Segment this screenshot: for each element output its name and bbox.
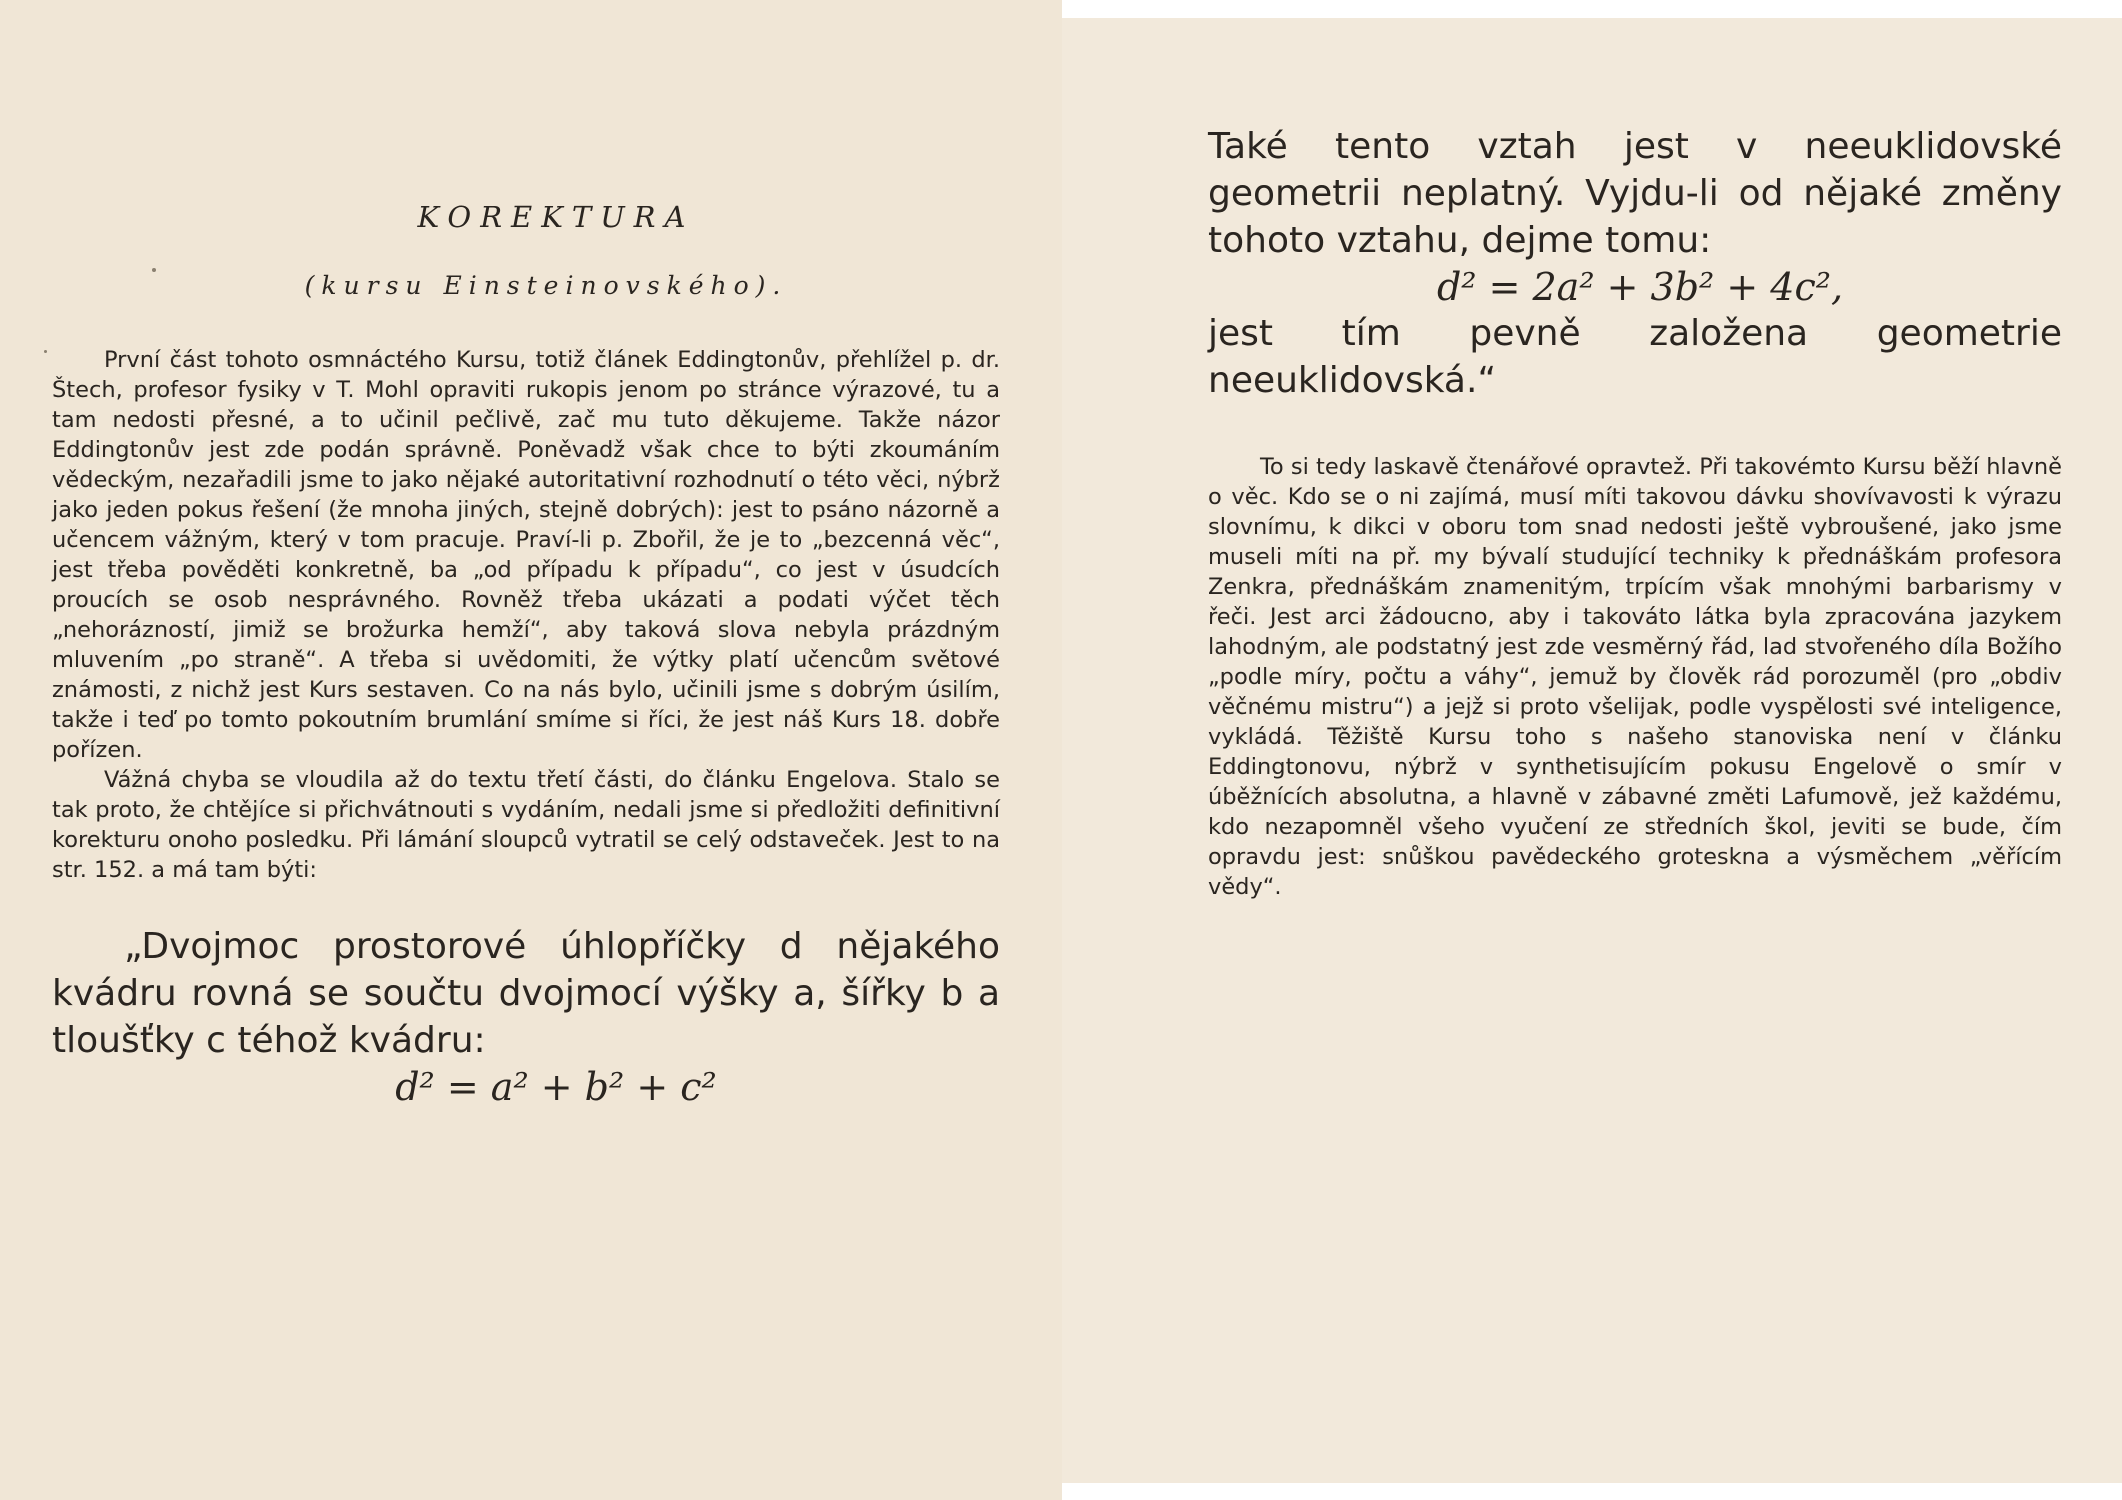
paragraph-2: Vážná chyba se vloudila až do textu třetí části, do článku Engelova. Stalo se tak proto, že chtějíce si přichvátnouti s vydáním, nedali jsme si předložiti definitivní korekturu onoho posledku. Při lámání sloupců vytratil se celý odstaveček. Jest to na str. 152. a má tam býti: (52, 766, 1000, 883)
paragraph-1: První část tohoto osmnáctého Kursu, totiž článek Eddingtonův, přehlížel p. dr. Štech, profesor fysiky v T. Mohl opraviti rukopis jenom po stránce výrazové, tu a tam nedosti přesné, a to učinil pečlivě, zač mu tuto děkujeme. Takže názor Eddingtonův jest zde podán správně. Poněvadž však chce to býti zkoumáním vědeckým, nezařadili jsme to jako nějaké autoritativní rozhodnutí o této věci, nýbrž jako jeden pokus řešení (že mnoha jiných, stejně dobrých): jest to psáno názorně a učencem vážným, který v tom pracuje. Praví-li p. Zbořil, že je to „bezcenná věc“, jest třeba pověděti konkretně, ba „od případu k případu“, co jest v úsudcích proucích se osob nesprávného. Rovněž třeba ukázati a podati výčet těch „nehorázností, jimiž se brožurka hemží“, aby taková slova nebyla prázdným mluvením „po straně“. A třeba si uvědomiti, že výtky platí učencům světové známosti, z nichž jest Kurs sestaven. Co na nás bylo, učinili jsme s dobrým úsilím, takže i teď po tomto pokoutním brumlání smíme si říci, že jest náš Kurs 18. dobře pořízen. (52, 346, 1000, 763)
formula-modified: d² = 2a² + 3b² + 4c², (1436, 265, 1844, 309)
quote-end: jest tím pevně založena geometrie neeuklidovská.“ (1208, 313, 2062, 401)
paper-speck (152, 268, 156, 272)
right-paragraph-block (1208, 452, 2062, 902)
right-page (1062, 18, 2122, 1483)
formula-original: d² = a² + b² + c² (395, 1064, 717, 1109)
page-title: KOREKTURA (417, 200, 695, 234)
page-subtitle: (kursu Einsteinovského). (304, 270, 788, 300)
quote-start: „Dvojmoc prostorové úhlopříčky d nějakého kvádru rovná se součtu dvojmocí výšky a, šířky b a tloušťky c téhož kvádru: (52, 925, 1000, 1061)
paper-speck (44, 350, 47, 353)
quote-continuation: Také tento vztah jest v neeuklidovské geometrii neplatný. Vyjdu-li od nějaké změny tohoto vztahu, dejme tomu: (1208, 126, 2062, 261)
paragraph-3: To si tedy laskavě čtenářové opravtež. Při takovémto Kursu běží hlavně o věc. Kdo se o ni zajímá, musí míti takovou dávku shovívavosti k výrazu slovnímu, k dikci v oboru tom snad nedosti ještě vybroušené, jako jsme museli míti na př. my bývalí studující techniky k přednáškám profesora Zenkra, přednáškám znamenitým, trpícím však mnohými barbarismy v řeči. Jest arci žádoucno, aby i takováto látka byla zpracována jazykem lahodným, ale podstatný jest zde vesměrný řád, lad stvořeného díla Božího „podle míry, počtu a váhy“, jemuž by člověk rád porozuměl (pro „obdiv věčnému mistru“) a jejž si proto všelijak, podle vyspělosti své inteligence, vykládá. Těžiště Kursu toho s našeho stanoviska není v článku Eddingtonovu, nýbrž v synthetisujícím pokusu Engelově o smír v úběžnících absolutna, a hlavně v zábavné změti Lafumově, jež každému, kdo nezapomněl všeho vyučení ze středních škol, jeviti se bude, čím opravdu jest: snůškou pavědeckého groteskna a výsměchem „věřícím vědy“. (1208, 454, 2062, 900)
